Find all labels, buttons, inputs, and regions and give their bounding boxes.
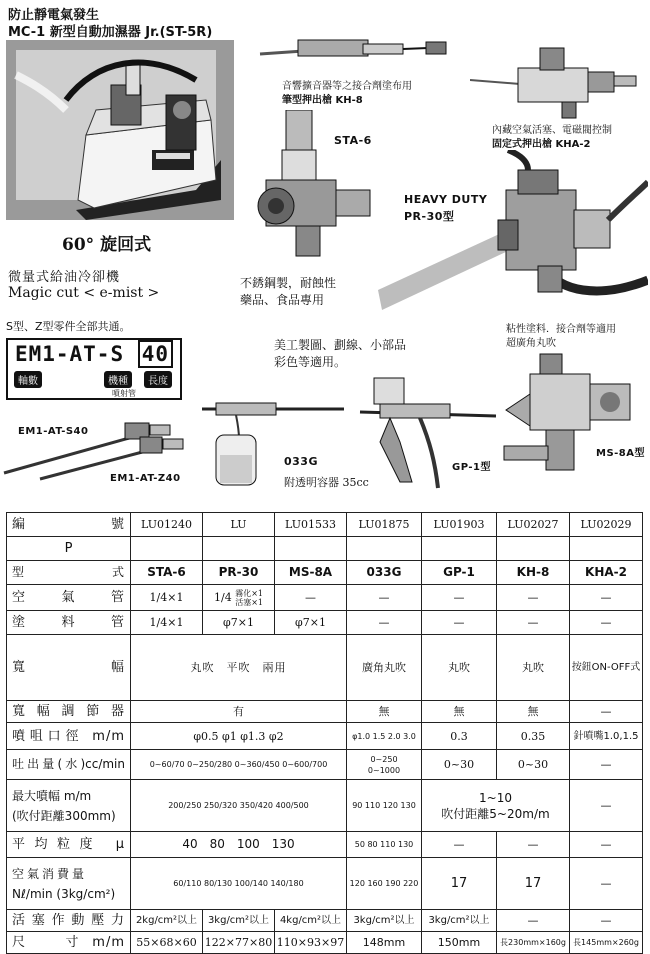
width-label: 寬 幅 [7, 635, 131, 701]
art-line2: 彩色等適用。 [274, 355, 347, 369]
output-ms8a-1: 0~250 [370, 754, 398, 764]
air-cons-gp1: 17 [497, 858, 570, 910]
paint-pr30: φ7×1 [203, 611, 275, 635]
header-line1: 防止靜電氣發生 [8, 8, 100, 23]
particle-gp1: — [497, 832, 570, 858]
air-cons-ms8a: 120 160 190 220 [347, 858, 422, 910]
max-033g-1: 1~10 [479, 790, 512, 805]
air-cons-label-1: 空氣消費量 [12, 866, 88, 881]
row-max-width [7, 780, 643, 832]
piston-label: 活塞作動壓力 [7, 910, 131, 932]
max-ms8a: 90 110 120 130 [347, 780, 422, 832]
air-pr30-b: 活塞×1 [235, 597, 263, 607]
model-label: 型 式 [7, 561, 131, 585]
piston-kha2: — [570, 910, 643, 932]
tag-model: 機種 [104, 371, 132, 388]
em1-s40-label: EM1-AT-S40 [18, 426, 89, 437]
width-ms8a: 廣角丸吹 [347, 635, 422, 701]
adjuster-sta: 有 [131, 701, 347, 723]
air-pipe-label: 空 氣 管 [7, 585, 131, 611]
piston-033g: 3kg/cm²以上 [347, 910, 422, 932]
rotation-label: 60° 旋回式 [62, 235, 152, 255]
particle-ms8a: 50 80 110 130 [347, 832, 422, 858]
code-gp1: LU01903 [422, 513, 497, 537]
viscous-line2: 超廣角丸吹 [506, 338, 556, 349]
kh8-line2: 筆型押出槍 KH-8 [282, 95, 363, 106]
nozzle-gp1: 0.35 [497, 723, 570, 750]
container-label: 附透明容器 35cc [284, 476, 369, 489]
air-cons-033g: 17 [422, 858, 497, 910]
paint-033g: — [347, 611, 422, 635]
adjuster-label: 寬幅調節器 [7, 701, 131, 723]
model-pr30: PR-30 [203, 561, 275, 585]
max-sta: 200/250 250/320 350/420 400/500 [131, 780, 347, 832]
kha2-photo [470, 40, 640, 120]
sta6-label: STA-6 [334, 134, 372, 147]
particle-033g: — [422, 832, 497, 858]
model-kha2: KHA-2 [570, 561, 643, 585]
air-cons-label [7, 858, 131, 910]
row-model [7, 561, 643, 585]
row-air-pipe [7, 585, 643, 611]
em1-z40-label: EM1-AT-Z40 [110, 473, 181, 484]
model-sta6: STA-6 [131, 561, 203, 585]
max-label-2: (吹付距離300mm) [12, 808, 116, 823]
max-label [7, 780, 131, 832]
size-label: 尺 寸 m/m [7, 932, 131, 954]
piston-ms8a: 4kg/cm²以上 [275, 910, 347, 932]
width-033g: 丸吹 [422, 635, 497, 701]
kh8-line1: 音響擴音器等之接合劑塗布用 [282, 81, 412, 92]
air-ms8a: — [275, 585, 347, 611]
model-033g: 033G [347, 561, 422, 585]
heavy-line2: PR-30型 [404, 210, 455, 223]
pr30-photo [378, 150, 648, 320]
output-gp1: 0~30 [497, 750, 570, 780]
output-ms8a-2: 0~1000 [367, 765, 401, 775]
row-nozzle [7, 723, 643, 750]
code-kha2: LU02029 [570, 513, 643, 537]
row-air-consumption [7, 858, 643, 910]
air-cons-kh8: — [570, 858, 643, 910]
paint-pipe-label: 塗 料 管 [7, 611, 131, 635]
piston-kh8: — [497, 910, 570, 932]
em1-code-num: 40 [138, 340, 173, 368]
air-cons-label-2: Nℓ/min (3kg/cm²) [12, 886, 116, 901]
code-kh8: LU02027 [497, 513, 570, 537]
art-line1: 美工製圖、劃線、小部品 [274, 338, 407, 352]
row-particle [7, 832, 643, 858]
tag-length: 長度 [144, 371, 172, 388]
p-label: P [7, 537, 131, 561]
air-pr30-a: 霧化×1 [235, 588, 263, 598]
paint-kha2: — [570, 611, 643, 635]
size-gp1: 150mm [422, 932, 497, 954]
piston-gp1: 3kg/cm²以上 [422, 910, 497, 932]
adjuster-gp1: 無 [497, 701, 570, 723]
row-paint-pipe [7, 611, 643, 635]
humidifier-photo [6, 40, 234, 220]
piston-pr30: 3kg/cm²以上 [203, 910, 275, 932]
nozzle-sta: φ0.5 φ1 φ1.3 φ2 [131, 723, 347, 750]
air-kh8: — [497, 585, 570, 611]
nozzle-033g: 0.3 [422, 723, 497, 750]
particle-sta: 40 80 100 130 [131, 832, 347, 858]
size-sta6: 55×68×60 [131, 932, 203, 954]
air-cons-sta: 60/110 80/130 100/140 140/180 [131, 858, 347, 910]
cutter-en: Magic cut < e-mist > [8, 285, 160, 301]
code-label: 編 號 [7, 513, 131, 537]
header-line2: MC-1 新型自動加濕器 Jr.(ST-5R) [8, 25, 213, 40]
model-gp1: GP-1 [422, 561, 497, 585]
width-sta: 丸吹 平吹 兩用 [131, 635, 347, 701]
size-033g: 148mm [347, 932, 422, 954]
output-label: 吐出量(水)cc/min [7, 750, 131, 780]
row-width [7, 635, 643, 701]
tag-axis: 軸數 [14, 371, 42, 388]
code-pr30: LU [203, 513, 275, 537]
air-gp1: — [422, 585, 497, 611]
em1-code: EM1-AT-S [14, 342, 125, 366]
size-kh8: 長230mm×160g [497, 932, 570, 954]
adjuster-033g: 無 [422, 701, 497, 723]
max-kh8: — [570, 780, 643, 832]
max-label-1: 最大噴幅 m/m [12, 788, 92, 803]
paint-sta6: 1/4×1 [131, 611, 203, 635]
code-sta6: LU01240 [131, 513, 203, 537]
code-ms8a: LU01533 [275, 513, 347, 537]
row-code [7, 513, 643, 537]
ms8a-label: MS-8A型 [596, 448, 646, 459]
033g-label: 033G [284, 455, 318, 468]
size-ms8a: 110×93×97 [275, 932, 347, 954]
kha2-line2: 固定式押出槍 KHA-2 [492, 139, 591, 150]
size-kha2: 長145mm×260g [570, 932, 643, 954]
viscous-line1: 粘性塗料．接合劑等適用 [506, 324, 616, 335]
row-p [7, 537, 643, 561]
cutter-cn: 微量式給油冷卻機 [8, 270, 121, 285]
model-kh8: KH-8 [497, 561, 570, 585]
max-033g-2: 吹付距離5~20m/m [441, 806, 550, 821]
ms8a-photo [500, 350, 640, 485]
max-033g [422, 780, 570, 832]
row-output [7, 750, 643, 780]
sta6-photo [246, 110, 376, 260]
paint-gp1: — [422, 611, 497, 635]
tag-jet: 噴射管 [112, 389, 136, 398]
air-pr30-main: 1/4 [214, 590, 232, 604]
em1-code-box [6, 338, 182, 400]
output-033g: 0~30 [422, 750, 497, 780]
gp1-label: GP-1型 [452, 462, 491, 473]
air-033g: — [347, 585, 422, 611]
air-pr30 [203, 585, 275, 611]
nozzle-ms8a: φ1.0 1.5 2.0 3.0 [347, 723, 422, 750]
spec-table [6, 512, 643, 954]
nozzle-kh8: 針噴嘴1.0,1.5 [570, 723, 643, 750]
s-z-common: S型、Z型零件全部共通。 [6, 320, 131, 333]
kh8-photo [258, 30, 458, 70]
size-pr30: 122×77×80 [203, 932, 275, 954]
air-kha2: — [570, 585, 643, 611]
paint-ms8a: φ7×1 [275, 611, 347, 635]
output-ms8a [347, 750, 422, 780]
row-adjuster [7, 701, 643, 723]
output-sta: 0~60/70 0~250/280 0~360/450 0~600/700 [131, 750, 347, 780]
width-kh8: 按鈕ON-OFF式 [570, 635, 643, 701]
adjuster-ms8a: 無 [347, 701, 422, 723]
nozzle-label: 噴咀口徑 m/m [7, 723, 131, 750]
model-ms8a: MS-8A [275, 561, 347, 585]
airbrush-gp1-photo [350, 372, 500, 492]
stainless-line2: 藥品、食品專用 [240, 293, 325, 307]
particle-kh8: — [570, 832, 643, 858]
kha2-line1: 內藏空氣活塞、電磁閥控制 [492, 125, 612, 136]
particle-label: 平均粒度 μ [7, 832, 131, 858]
code-033g: LU01875 [347, 513, 422, 537]
heavy-line1: HEAVY DUTY [404, 193, 488, 206]
stainless-line1: 不銹鋼製，耐蝕性 [240, 276, 337, 290]
paint-kh8: — [497, 611, 570, 635]
air-sta6: 1/4×1 [131, 585, 203, 611]
piston-sta6: 2kg/cm²以上 [131, 910, 203, 932]
row-size [7, 932, 643, 954]
row-piston [7, 910, 643, 932]
adjuster-kh8: — [570, 701, 643, 723]
output-kh8: — [570, 750, 643, 780]
width-gp1: 丸吹 [497, 635, 570, 701]
